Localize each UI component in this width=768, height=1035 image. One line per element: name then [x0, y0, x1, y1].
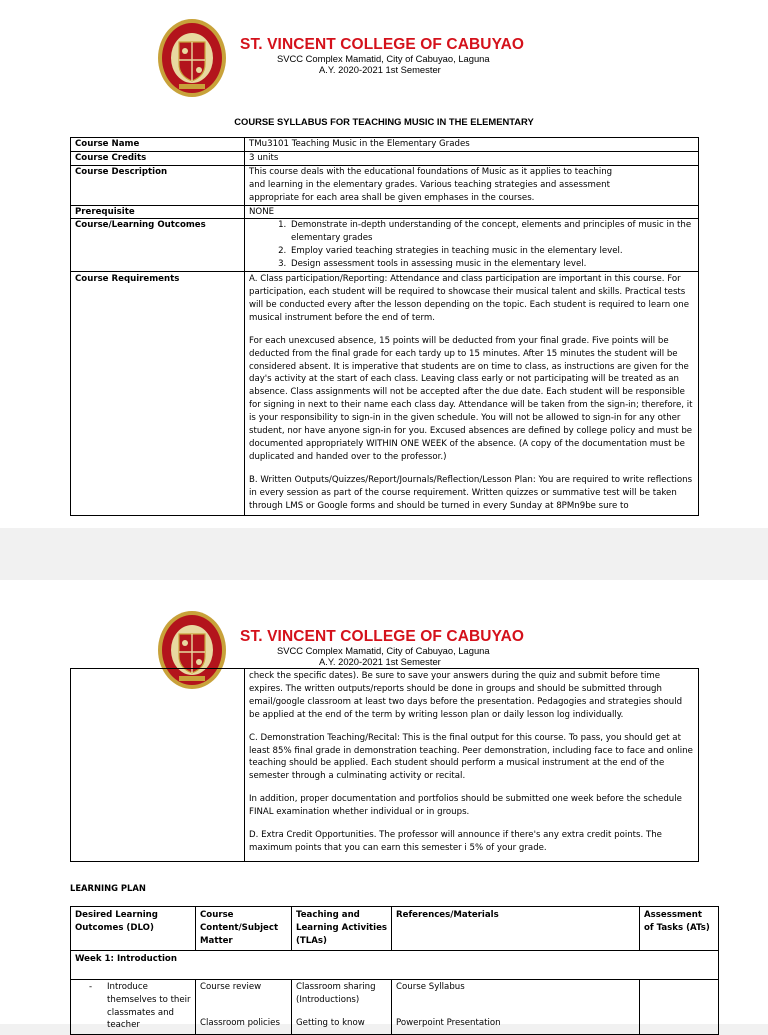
- requirements-row: [71, 272, 699, 516]
- requirements-continued-row: [71, 669, 699, 862]
- requirement-paragraph: A. Class participation/Reporting: Attendance and class participation are important in this course. For participation, each student will be required to showcase their musical talent and skills. Practical tests will be conducted every after the lesson depending on the topic. Each student is required to learn one musical instrument before the end of term.: [249, 274, 689, 323]
- content-item: Course review: [200, 981, 262, 992]
- tla-cell: [292, 979, 392, 1035]
- course-requirements-continued-table: [70, 668, 699, 862]
- references-cell: [392, 979, 640, 1035]
- tla-item: Getting to know: [296, 1017, 365, 1028]
- prerequisite-label: Prerequisite: [71, 205, 245, 219]
- school-logo: [157, 18, 227, 98]
- assessment-cell: [640, 979, 719, 1035]
- header-content: Course Content/Subject Matter: [196, 907, 292, 951]
- dlo-item: - Introduce themselves to their classmates and teacher: [107, 981, 191, 1033]
- content-item: Classroom policies: [200, 1017, 280, 1028]
- school-name: ST. VINCENT COLLEGE OF CABUYAO: [240, 36, 525, 53]
- dlo-list: [75, 981, 191, 1033]
- school-address-block: [277, 53, 537, 75]
- course-description-label: Course Description: [71, 165, 245, 205]
- outcome-item: 3. Design assessment tools in assessing music in the elementary level.: [289, 258, 694, 271]
- outcomes-list: [249, 219, 694, 271]
- outcome-item: 2. Employ varied teaching strategies in teaching music in the elementary level.: [289, 245, 694, 258]
- outcomes-row: [71, 219, 699, 272]
- academic-year: A.Y. 2020-2021 1st Semester: [319, 656, 441, 667]
- school-address: SVCC Complex Mamatid, City of Cabuyao, Laguna: [277, 53, 490, 64]
- course-credits-row: [71, 151, 699, 165]
- academic-year: A.Y. 2020-2021 1st Semester: [319, 64, 441, 75]
- requirement-paragraph: B. Written Outputs/Quizzes/Report/Journals/Reflection/Lesson Plan: You are required to write reflections in every session as part of the course requirement. Written quizzes or summative test will be taken through LMS or Google forms and should be turned in every Sunday at 8PMn9be sure to: [249, 474, 693, 511]
- syllabus-title: COURSE SYLLABUS FOR TEACHING MUSIC IN THE ELEMENTARY: [234, 116, 534, 127]
- week-row: [71, 950, 719, 979]
- description-line: This course deals with the educational foundations of Music as it applies to teaching: [249, 166, 613, 177]
- learning-plan-table: [70, 906, 719, 1035]
- learning-plan-row: [71, 979, 719, 1035]
- requirement-paragraph: For each unexcused absence, 15 points will be deducted from your final grade. Five points will be deducted from the final grade for each tardy up to 15 minutes. After 15 minutes the student will be considered absent. It is imperative that students are on time to class, as instructions are given for the day's activity at the start of each class. Leaving class early or not participating will be treated as an absence. Class assignments will not be accepted after the due date. Each student will be responsible for signing in next to their name each class day. Attendance will be taken from the sign-in; therefore, it is your responsibility to sign-in in the given schedule. You will not be allowed to sign-in for any other student, nor have anyone sign-in for you. Excused absences are defined by college policy and must be documented appropriately WITHIN ONE WEEK of the absence. (A copy of the documentation must be duplicated and handed over to the professor.): [249, 335, 693, 462]
- outcome-item: 1. Demonstrate in-depth understanding of the concept, elements and principles of music in the elementary grades: [289, 219, 694, 245]
- description-line: appropriate for each area shall be given emphases in the courses.: [249, 192, 535, 203]
- header-tla: Teaching and Learning Activities (TLAs): [292, 907, 392, 951]
- prerequisite-value: NONE: [245, 205, 699, 219]
- header-assessment: Assessment of Tasks (ATs): [640, 907, 719, 951]
- requirements-value: [245, 272, 699, 516]
- course-description-value: [245, 165, 699, 205]
- course-credits-value: 3 units: [245, 151, 699, 165]
- course-description-row: [71, 165, 699, 205]
- course-name-row: [71, 138, 699, 152]
- course-info-table: [70, 137, 699, 516]
- course-name-value: TMu3101 Teaching Music in the Elementary Grades: [245, 138, 699, 152]
- learning-plan-header-row: [71, 907, 719, 951]
- learning-plan-title: LEARNING PLAN: [70, 883, 146, 893]
- outcomes-value: [245, 219, 699, 272]
- description-line: and learning in the elementary grades. Various teaching strategies and assessment: [249, 179, 610, 190]
- reference-item: Course Syllabus: [396, 981, 465, 992]
- requirement-paragraph: check the specific dates). Be sure to save your answers during the quiz and submit before time expires. The written outputs/reports should be done in groups and should be submitted through email/google classroom at least two days before the presentation. Pedagogies and strategies should be applied at the end of the term by writing lesson plan or daily lesson log individually.: [249, 671, 683, 720]
- requirement-paragraph: In addition, proper documentation and portfolios should be submitted one week before the schedule FINAL examination whether individual or in groups.: [249, 794, 682, 818]
- tla-item: Classroom sharing (Introductions): [296, 981, 376, 1005]
- requirements-label: Course Requirements: [71, 272, 245, 516]
- prerequisite-row: [71, 205, 699, 219]
- outcomes-label: Course/Learning Outcomes: [71, 219, 245, 272]
- content-cell: [196, 979, 292, 1035]
- school-address: SVCC Complex Mamatid, City of Cabuyao, Laguna: [277, 645, 490, 656]
- week-1-label: Week 1: Introduction: [71, 950, 719, 979]
- requirements-continued-value: [245, 669, 699, 862]
- school-name: ST. VINCENT COLLEGE OF CABUYAO: [240, 628, 525, 645]
- header-dlo: Desired Learning Outcomes (DLO): [71, 907, 196, 951]
- reference-item: Powerpoint Presentation: [396, 1017, 501, 1028]
- requirement-paragraph: C. Demonstration Teaching/Recital: This is the final output for this course. To pass, you should get at least 85% final grade in demonstration teaching. Peer demonstration, including face to face and online teaching should be applied. Each student should perform a musical instrument at the end of the semester through a culminating activity or recital.: [249, 732, 693, 782]
- requirements-label-empty: [71, 669, 245, 862]
- course-credits-label: Course Credits: [71, 151, 245, 165]
- dlo-cell: [71, 979, 196, 1035]
- header-references: References/Materials: [392, 907, 640, 951]
- school-address-block: [277, 645, 537, 667]
- requirement-paragraph: D. Extra Credit Opportunities. The professor will announce if there's any extra credit points. The maximum points that you can earn this semester i 5% of your grade.: [249, 830, 662, 853]
- course-name-label: Course Name: [71, 138, 245, 152]
